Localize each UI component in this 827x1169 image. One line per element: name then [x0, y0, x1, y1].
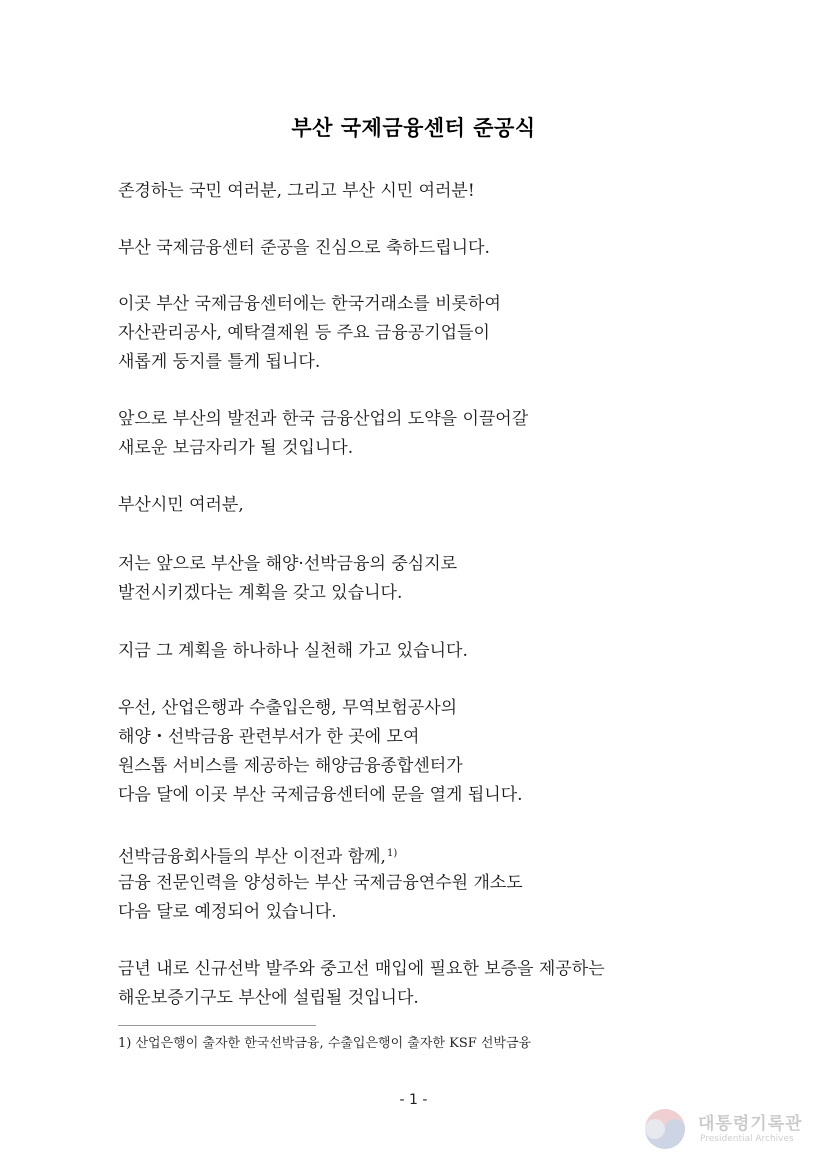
- body-line-text: 선박금융회사들의 부산 이전과 함께,: [118, 847, 386, 867]
- body-line: 새로운 보금자리가 될 것입니다.: [118, 438, 354, 458]
- body-line: 부산시민 여러분,: [118, 495, 244, 515]
- body-line: 새롭게 둥지를 틀게 됩니다.: [118, 352, 321, 372]
- body-line: 금년 내로 신규선박 발주와 중고선 매입에 필요한 보증을 제공하는: [118, 959, 605, 979]
- body-line: 금융 전문인력을 양성하는 부산 국제금융연수원 개소도: [118, 873, 523, 893]
- body-line: 존경하는 국민 여러분, 그리고 부산 시민 여러분!: [118, 181, 475, 201]
- archive-name: 대통령기록관: [698, 1114, 803, 1134]
- body-line: 자산관리공사, 예탁결제원 등 주요 금융공기업들이: [118, 323, 490, 343]
- archive-subtitle: Presidential Archives: [700, 1134, 794, 1144]
- taegeuk-logo-icon: [640, 1106, 690, 1152]
- footnote-divider: [118, 1025, 316, 1026]
- body-line: 저는 앞으로 부산을 해양·선박금융의 중심지로: [118, 554, 458, 574]
- body-line: 해운보증기구도 부산에 설립될 것입니다.: [118, 988, 419, 1008]
- page-number: - 1 -: [399, 1092, 428, 1108]
- body-line: 원스톱 서비스를 제공하는 해양금융종합센터가: [118, 756, 463, 776]
- archive-watermark: [640, 1104, 810, 1154]
- body-line: 지금 그 계획을 하나하나 실천해 가고 있습니다.: [118, 641, 468, 661]
- body-line: 다음 달로 예정되어 있습니다.: [118, 902, 337, 922]
- document-title: 부산 국제금융센터 준공식: [291, 116, 536, 140]
- body-line-with-footnote: [118, 843, 397, 868]
- footnote: 1) 산업은행이 출자한 한국선박금융, 수출입은행이 출자한 KSF 선박금융: [118, 1036, 532, 1051]
- body-line: 우선, 산업은행과 수출입은행, 무역보험공사의: [118, 698, 458, 718]
- body-line: 이곳 부산 국제금융센터에는 한국거래소를 비롯하여: [118, 294, 501, 314]
- footnote-ref[interactable]: 1): [386, 848, 398, 859]
- body-line: 부산 국제금융센터 준공을 진심으로 축하드립니다.: [118, 238, 490, 258]
- body-line: 발전시키겠다는 계획을 갖고 있습니다.: [118, 583, 403, 603]
- body-line: 앞으로 부산의 발전과 한국 금융산업의 도약을 이끌어갈: [118, 409, 529, 429]
- body-line: 다음 달에 이곳 부산 국제금융센터에 문을 열게 됩니다.: [118, 785, 523, 805]
- body-line: 해양・선박금융 관련부서가 한 곳에 모여: [118, 727, 420, 747]
